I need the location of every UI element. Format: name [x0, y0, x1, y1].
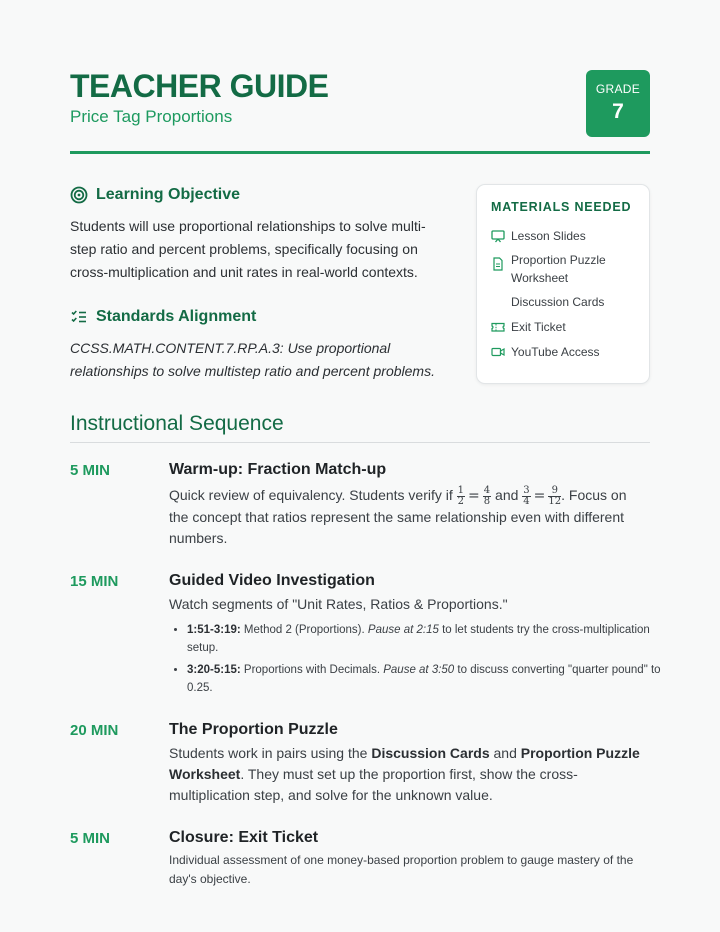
- step-time: 5 MIN: [70, 462, 111, 479]
- fraction: $\frac{4}{8}$: [483, 484, 491, 507]
- grade-value: 7: [612, 100, 624, 123]
- page-title: TEACHER GUIDE: [70, 68, 329, 104]
- step-description: Quick review of equivalency. Students verify if $\frac{1}{2}$ = $\frac{4}{8}$ and $\frac{3}{4}$ = $\frac{9}{12}$ . Focus on the concept that ratios represent the same relationship even with different numbers.: [169, 484, 627, 546]
- list-item: • 1:51-3:19: Method 2 (Proportions). Pause at 2:15 to let students try the cross-multiplication setup.: [187, 621, 667, 657]
- grade-label: GRADE: [595, 82, 641, 96]
- step-title: The Proportion Puzzle: [169, 721, 338, 738]
- ticket-icon: [491, 320, 505, 334]
- step-title: Closure: Exit Ticket: [169, 829, 319, 846]
- objective-text: Students will use proportional relationships to solve multi-step ratio and percent problems, specifically focusing on cross-multiplication and unit rates in real-world contexts.: [70, 218, 426, 280]
- materials-heading: MATERIALS NEEDED: [491, 200, 632, 214]
- fraction: $\frac{1}{2}$: [457, 484, 465, 507]
- step-description: Students work in pairs using the Discussion Cards and Proportion Puzzle Worksheet. They must set up the proportion first, show the cross-multiplication step, and solve for the unknown value.: [169, 745, 640, 803]
- material-item: Exit Ticket: [491, 318, 641, 336]
- fraction: $\frac{9}{12}$: [548, 484, 562, 507]
- objective-heading: [70, 186, 240, 204]
- checklist-icon: [70, 308, 88, 326]
- material-item: Discussion Cards: [511, 295, 605, 309]
- step-description: Individual assessment of one money-based proportion problem to gauge mastery of the day's objective.: [169, 853, 634, 886]
- timestamp-list: [169, 621, 667, 701]
- sequence-heading: Instructional Sequence: [70, 412, 284, 435]
- standards-heading-text: Standards Alignment: [96, 308, 257, 325]
- step-description: Watch segments of "Unit Rates, Ratios & Proportions.": [169, 596, 508, 612]
- document-icon: [491, 257, 505, 271]
- material-item: Lesson Slides: [491, 227, 641, 245]
- step-time: 15 MIN: [70, 573, 119, 590]
- page-subtitle: Price Tag Proportions: [70, 107, 233, 126]
- standards-heading: [70, 308, 256, 326]
- material-item: Proportion Puzzle Worksheet: [491, 251, 641, 287]
- materials-card: [476, 184, 650, 384]
- objective-heading-text: Learning Objective: [96, 186, 241, 203]
- material-item: YouTube Access: [491, 343, 641, 361]
- standards-text: CCSS.MATH.CONTENT.7.RP.A.3: Use proportional relationships to solve multistep ratio and percent problems.: [70, 340, 435, 379]
- header-divider: [70, 151, 650, 154]
- sequence-divider: [70, 442, 650, 443]
- step-title: Warm-up: Fraction Match-up: [169, 461, 387, 478]
- header: [70, 66, 650, 156]
- step-time: 20 MIN: [70, 722, 119, 739]
- fraction: $\frac{3}{4}$: [523, 484, 530, 507]
- list-item: • 3:20-5:15: Proportions with Decimals. Pause at 3:50 to discuss converting "quarter pound" to 0.25.: [187, 661, 667, 697]
- video-icon: [491, 345, 505, 359]
- grade-badge: [586, 70, 650, 137]
- step-time: 5 MIN: [70, 830, 111, 847]
- target-icon: [70, 186, 88, 204]
- presentation-icon: [491, 229, 505, 243]
- step-title: Guided Video Investigation: [169, 572, 375, 589]
